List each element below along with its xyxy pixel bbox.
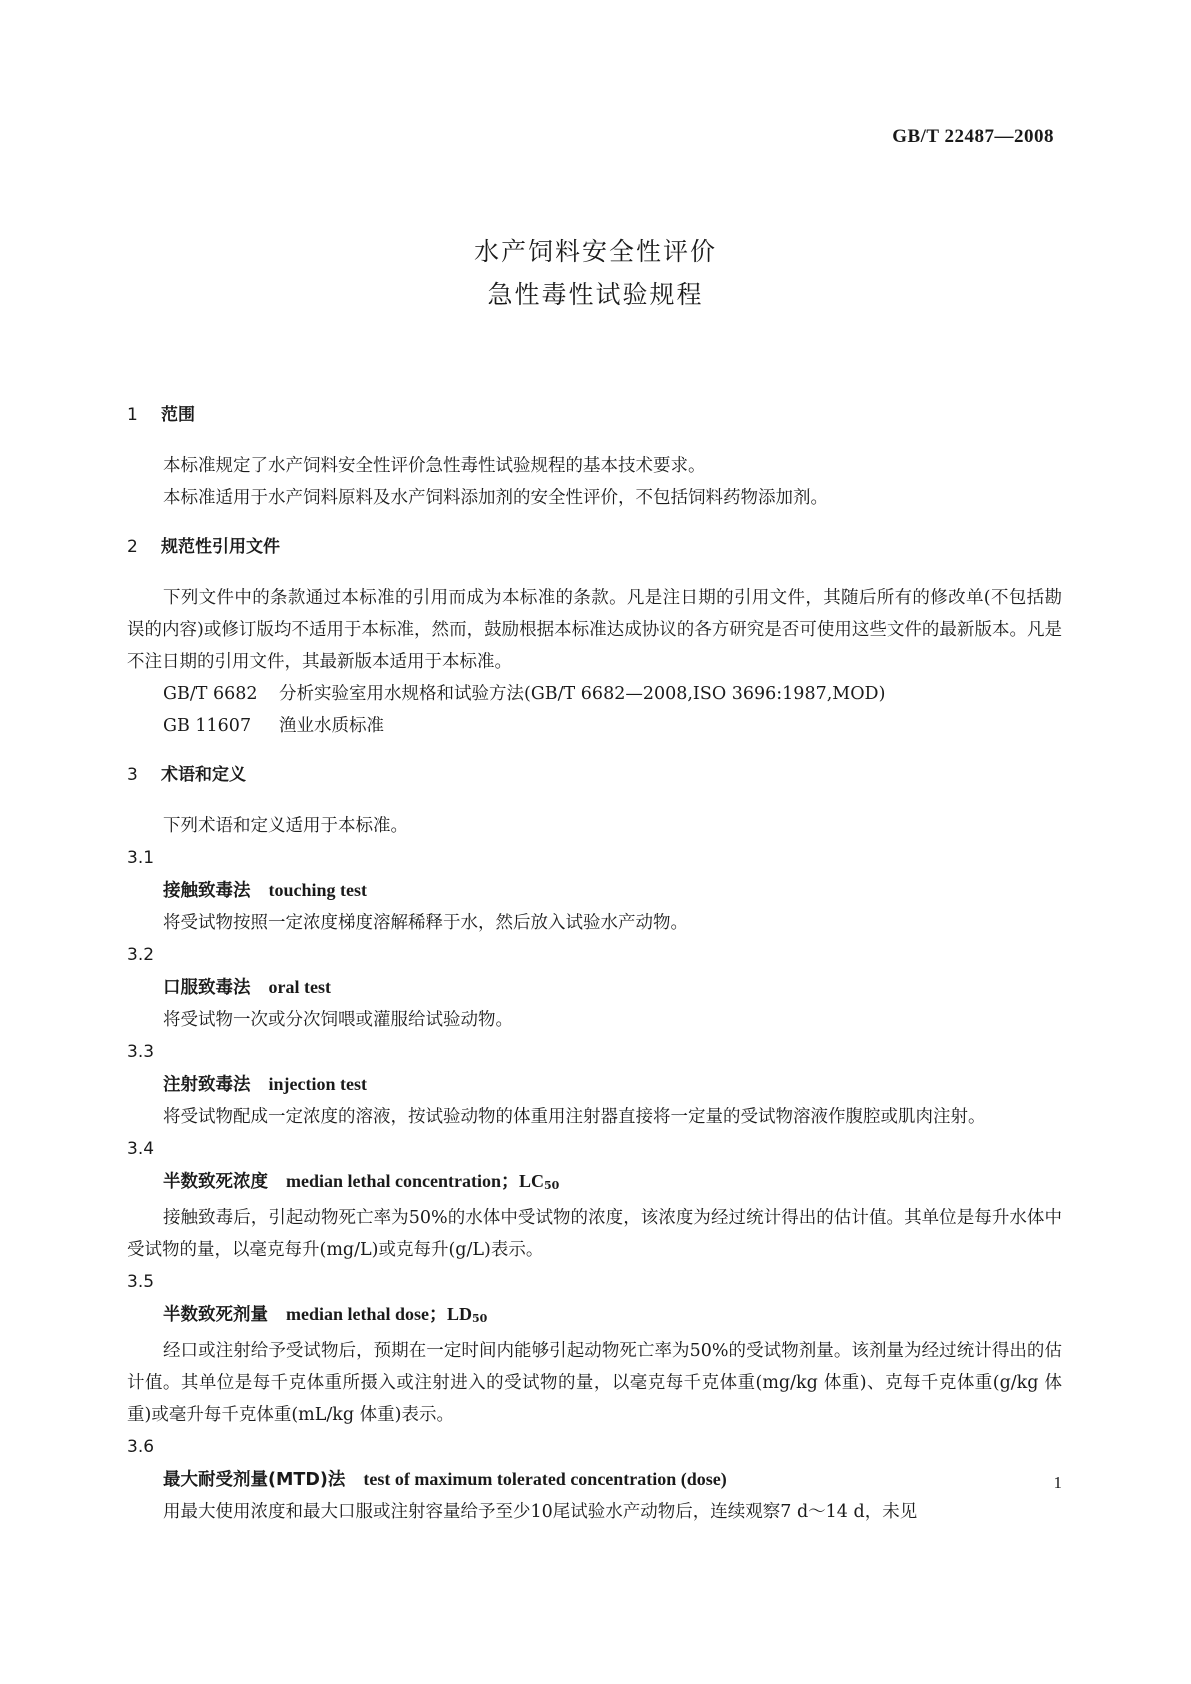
document-title-line2: 急性毒性试验规程 xyxy=(487,280,704,309)
term-en: oral test xyxy=(268,977,331,997)
term-en: test of maximum tolerated concentration (dose) xyxy=(363,1469,727,1489)
term-number: 3.1 xyxy=(127,848,155,868)
term-subscript: 50 xyxy=(544,1179,560,1192)
reference-item xyxy=(127,710,1062,742)
term-definition: 将受试物按照一定浓度梯度溶解稀释于水，然后放入试验水产动物。 xyxy=(163,913,688,933)
term-number: 3.4 xyxy=(127,1139,155,1159)
term-heading xyxy=(127,1298,1062,1335)
term-zh: 口服致毒法 xyxy=(163,978,251,998)
reference-item xyxy=(127,678,1062,710)
section-heading xyxy=(127,532,1062,562)
page-number: 1 xyxy=(1053,1473,1062,1492)
section-number: 1 xyxy=(127,405,138,425)
term-zh: 接触致毒法 xyxy=(163,881,251,901)
term-number: 3.2 xyxy=(127,945,155,965)
term-en: touching test xyxy=(268,880,367,900)
section-number: 2 xyxy=(127,537,138,557)
term-heading xyxy=(127,971,1062,1004)
section-title: 术语和定义 xyxy=(161,765,246,785)
section-title: 规范性引用文件 xyxy=(161,537,280,557)
term-definition: 用最大使用浓度和最大口服或注射容量给予至少10尾试验水产动物后，连续观察7 d～14 d，未见 xyxy=(163,1502,918,1522)
term-number: 3.5 xyxy=(127,1272,155,1292)
term-zh: 最大耐受剂量(MTD)法 xyxy=(163,1470,346,1490)
paragraph: 下列术语和定义适用于本标准。 xyxy=(163,816,408,836)
paragraph: 本标准规定了水产饲料安全性评价急性毒性试验规程的基本技术要求。 xyxy=(163,456,706,476)
term-heading xyxy=(127,1463,1062,1496)
term-zh: 半数致死浓度 xyxy=(163,1172,268,1192)
section-heading xyxy=(127,760,1062,790)
term-heading xyxy=(127,1068,1062,1101)
term-en: median lethal dose；LD xyxy=(286,1304,473,1324)
reference-code: GB/T 6682 xyxy=(163,684,258,704)
standard-number: GB/T 22487—2008 xyxy=(892,126,1054,147)
term-subscript: 50 xyxy=(472,1312,488,1325)
document-body xyxy=(127,400,1062,1528)
section-heading xyxy=(127,400,1062,430)
term-definition: 经口或注射给予受试物后，预期在一定时间内能够引起动物死亡率为50%的受试物剂量。该剂量为经过统计得出的估计值。其单位是每千克体重所摄入或注射进入的受试物的量，以毫克每千克体重(mg/kg 体重)、克每千克体重(g/kg 体重)或毫升每千克体重(mL/kg 体重)表示。 xyxy=(127,1341,1062,1425)
term-heading xyxy=(127,874,1062,907)
term-zh: 注射致毒法 xyxy=(163,1075,251,1095)
term-definition: 将受试物配成一定浓度的溶液，按试验动物的体重用注射器直接将一定量的受试物溶液作腹腔或肌肉注射。 xyxy=(163,1107,986,1127)
document-title-line1: 水产饲料安全性评价 xyxy=(473,237,717,266)
term-zh: 半数致死剂量 xyxy=(163,1305,268,1325)
term-number: 3.6 xyxy=(127,1437,155,1457)
paragraph: 本标准适用于水产饲料原料及水产饲料添加剂的安全性评价，不包括饲料药物添加剂。 xyxy=(163,488,828,508)
reference-code: GB 11607 xyxy=(163,716,252,736)
term-en: injection test xyxy=(268,1074,367,1094)
reference-title: 分析实验室用水规格和试验方法(GB/T 6682—2008,ISO 3696:1987,MOD) xyxy=(279,684,886,704)
term-en: median lethal concentration；LC xyxy=(286,1171,544,1191)
reference-title: 渔业水质标准 xyxy=(279,716,384,736)
term-definition: 接触致毒后，引起动物死亡率为50%的水体中受试物的浓度，该浓度为经过统计得出的估计值。其单位是每升水体中受试物的量，以毫克每升(mg/L)或克每升(g/L)表示。 xyxy=(127,1208,1062,1260)
term-definition: 将受试物一次或分次饲喂或灌服给试验动物。 xyxy=(163,1010,513,1030)
section-title: 范围 xyxy=(161,405,195,425)
paragraph: 下列文件中的条款通过本标准的引用而成为本标准的条款。凡是注日期的引用文件，其随后所有的修改单(不包括勘误的内容)或修订版均不适用于本标准，然而，鼓励根据本标准达成协议的各方研究是否可使用这些文件的最新版本。凡是不注日期的引用文件，其最新版本适用于本标准。 xyxy=(127,588,1062,672)
term-heading xyxy=(127,1165,1062,1202)
section-number: 3 xyxy=(127,765,138,785)
term-number: 3.3 xyxy=(127,1042,155,1062)
